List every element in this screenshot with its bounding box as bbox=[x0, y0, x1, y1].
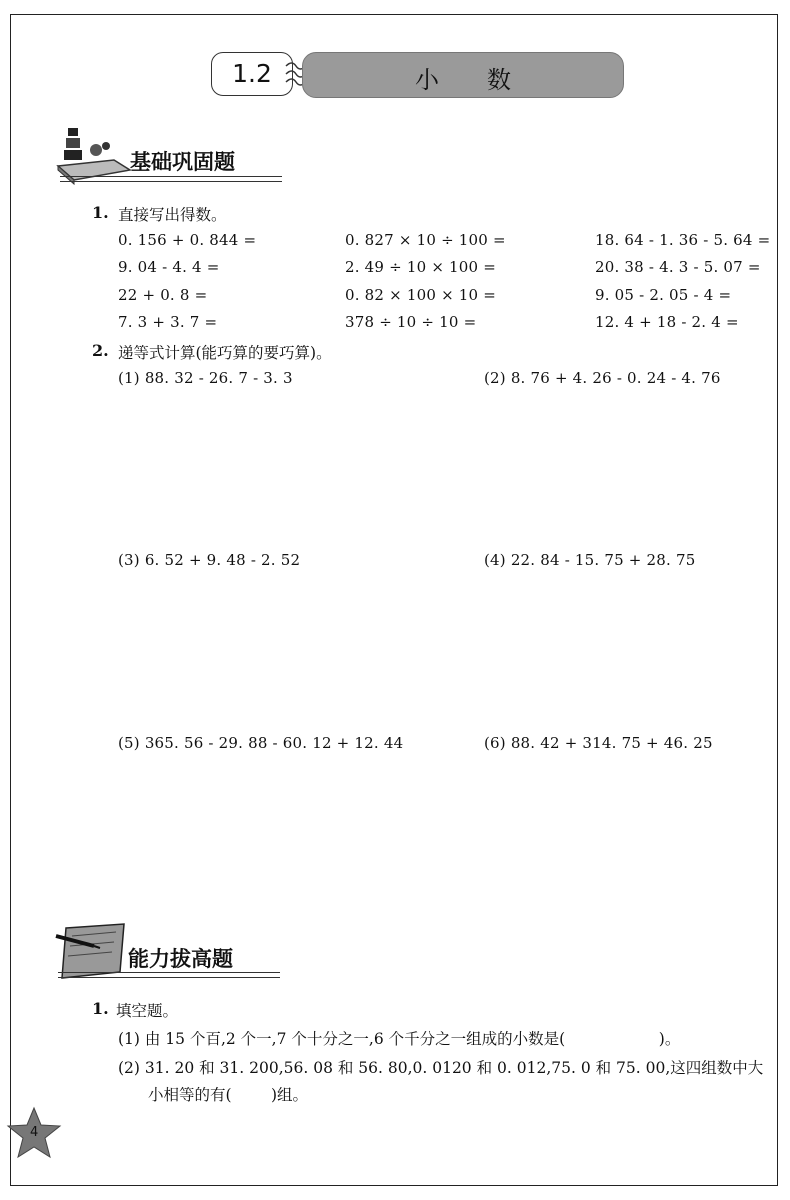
calc-exercise: (4) 22. 84 - 15. 75 + 28. 75 bbox=[484, 551, 696, 569]
calc-item: 9. 04 - 4. 4 = bbox=[118, 258, 220, 276]
heading-underline-2 bbox=[60, 181, 282, 182]
section-title: 小数 bbox=[415, 66, 559, 94]
calc-item: 0. 156 + 0. 844 = bbox=[118, 231, 257, 249]
heading-underline bbox=[60, 176, 282, 177]
fill-blank-question: (2) 31. 20 和 31. 200,56. 08 和 56. 80,0. 0120 和 0. 012,75. 0 和 75. 00,这四组数中大 bbox=[118, 1059, 764, 1077]
fill-blank-question-cont: 小相等的有( )组。 bbox=[148, 1086, 309, 1104]
heading-underline bbox=[58, 972, 280, 973]
page-number: 4 bbox=[30, 1125, 39, 1140]
section-heading-advanced: 能力拔高题 bbox=[128, 947, 233, 971]
question-number: 2. bbox=[92, 341, 109, 360]
calc-item: 0. 827 × 10 ÷ 100 = bbox=[345, 231, 506, 249]
calc-exercise: (5) 365. 56 - 29. 88 - 60. 12 + 12. 44 bbox=[118, 734, 404, 752]
question-number: 1. bbox=[92, 999, 109, 1018]
notebook-pencil-icon bbox=[54, 922, 134, 982]
calc-item: 12. 4 + 18 - 2. 4 = bbox=[595, 313, 739, 331]
calc-item: 378 ÷ 10 ÷ 10 = bbox=[345, 313, 477, 331]
calc-item: 20. 38 - 4. 3 - 5. 07 = bbox=[595, 258, 761, 276]
calc-exercise: (2) 8. 76 + 4. 26 - 0. 24 - 4. 76 bbox=[484, 369, 721, 387]
fill-blank-question: (1) 由 15 个百,2 个一,7 个十分之一,6 个千分之一组成的小数是( )。 bbox=[118, 1030, 681, 1048]
calc-item: 22 + 0. 8 = bbox=[118, 286, 208, 304]
question-title: 直接写出得数。 bbox=[118, 206, 227, 224]
calc-item: 2. 49 ÷ 10 × 100 = bbox=[345, 258, 497, 276]
calc-item: 7. 3 + 3. 7 = bbox=[118, 313, 218, 331]
section-title-banner bbox=[302, 52, 624, 98]
calc-exercise: (1) 88. 32 - 26. 7 - 3. 3 bbox=[118, 369, 293, 387]
heading-underline-2 bbox=[58, 977, 280, 978]
calc-exercise: (3) 6. 52 + 9. 48 - 2. 52 bbox=[118, 551, 301, 569]
section-number: 1.2 bbox=[211, 52, 293, 96]
section-heading-basic: 基础巩固题 bbox=[130, 150, 235, 174]
question-number: 1. bbox=[92, 203, 109, 222]
question-title: 填空题。 bbox=[116, 1002, 179, 1020]
calc-item: 0. 82 × 100 × 10 = bbox=[345, 286, 497, 304]
calc-item: 9. 05 - 2. 05 - 4 = bbox=[595, 286, 732, 304]
calc-exercise: (6) 88. 42 + 314. 75 + 46. 25 bbox=[484, 734, 713, 752]
question-title: 递等式计算(能巧算的要巧算)。 bbox=[118, 344, 332, 362]
calc-item: 18. 64 - 1. 36 - 5. 64 = bbox=[595, 231, 771, 249]
